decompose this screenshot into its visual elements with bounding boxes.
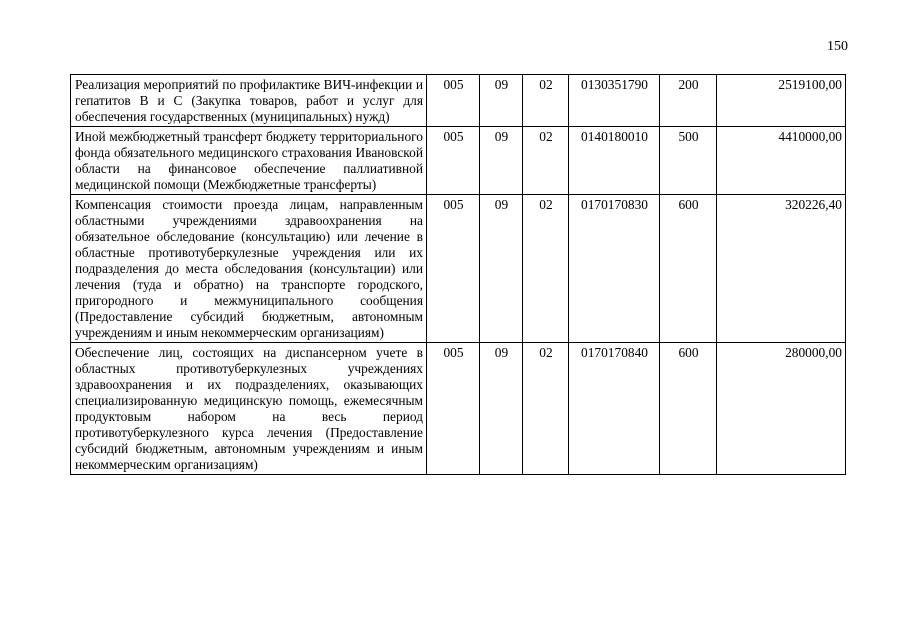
section-code: 09 [480,75,523,127]
amount: 320226,40 [717,195,846,343]
row-description-cell [71,75,427,127]
table-row [71,127,846,195]
target-article-code: 0170170840 [569,343,660,475]
ministry-code: 005 [427,127,480,195]
subsection-code: 02 [523,75,569,127]
section-code: 09 [480,343,523,475]
subsection-code: 02 [523,195,569,343]
subsection-code: 02 [523,127,569,195]
expense-type-code: 500 [660,127,717,195]
section-code: 09 [480,127,523,195]
row-description-cell [71,343,427,475]
amount: 4410000,00 [717,127,846,195]
page-number: 150 [827,39,848,54]
expense-type-code: 600 [660,195,717,343]
expense-type-code: 600 [660,343,717,475]
budget-table [70,74,846,475]
row-description: Компенсация стоимости проезда лицам, направленным областными учреждениями здравоохранения на обязательное обследование (консультацию) или лечение в областные противотуберкулезные учреждения или их подразделения до места обследования (консультации) или лечения (туда и обратно) на транспорте городского, пригородного и межмуниципального сообщения (Предоставление субсидий бюджетным, автономным учреждениям и иным некоммерческим организациям) [75,197,423,340]
subsection-code: 02 [523,343,569,475]
target-article-code: 0140180010 [569,127,660,195]
table-row [71,75,846,127]
target-article-code: 0130351790 [569,75,660,127]
table-row [71,343,846,475]
row-description-cell [71,195,427,343]
row-description: Иной межбюджетный трансферт бюджету территориального фонда обязательного медицинского страхования Ивановской области на финансовое обеспечение паллиативной медицинской помощи (Межбюджетные трансферты) [75,129,423,192]
section-code: 09 [480,195,523,343]
row-description: Обеспечение лиц, состоящих на диспансерном учете в областных противотуберкулезных учреждениях здравоохранения и их подразделениях, оказывающих специализированную медицинскую помощь, ежемесячным продуктовым набором на весь период противотуберкулезного курса лечения (Предоставление субсидий бюджетным, автономным учреждениям и иным некоммерческим организациям) [75,345,423,472]
ministry-code: 005 [427,195,480,343]
ministry-code: 005 [427,343,480,475]
row-description-cell [71,127,427,195]
ministry-code: 005 [427,75,480,127]
table-row [71,195,846,343]
amount: 2519100,00 [717,75,846,127]
row-description: Реализация мероприятий по профилактике ВИЧ-инфекции и гепатитов В и С (Закупка товаров, работ и услуг для обеспечения государственных (муниципальных) нужд) [75,77,423,124]
expense-type-code: 200 [660,75,717,127]
target-article-code: 0170170830 [569,195,660,343]
amount: 280000,00 [717,343,846,475]
